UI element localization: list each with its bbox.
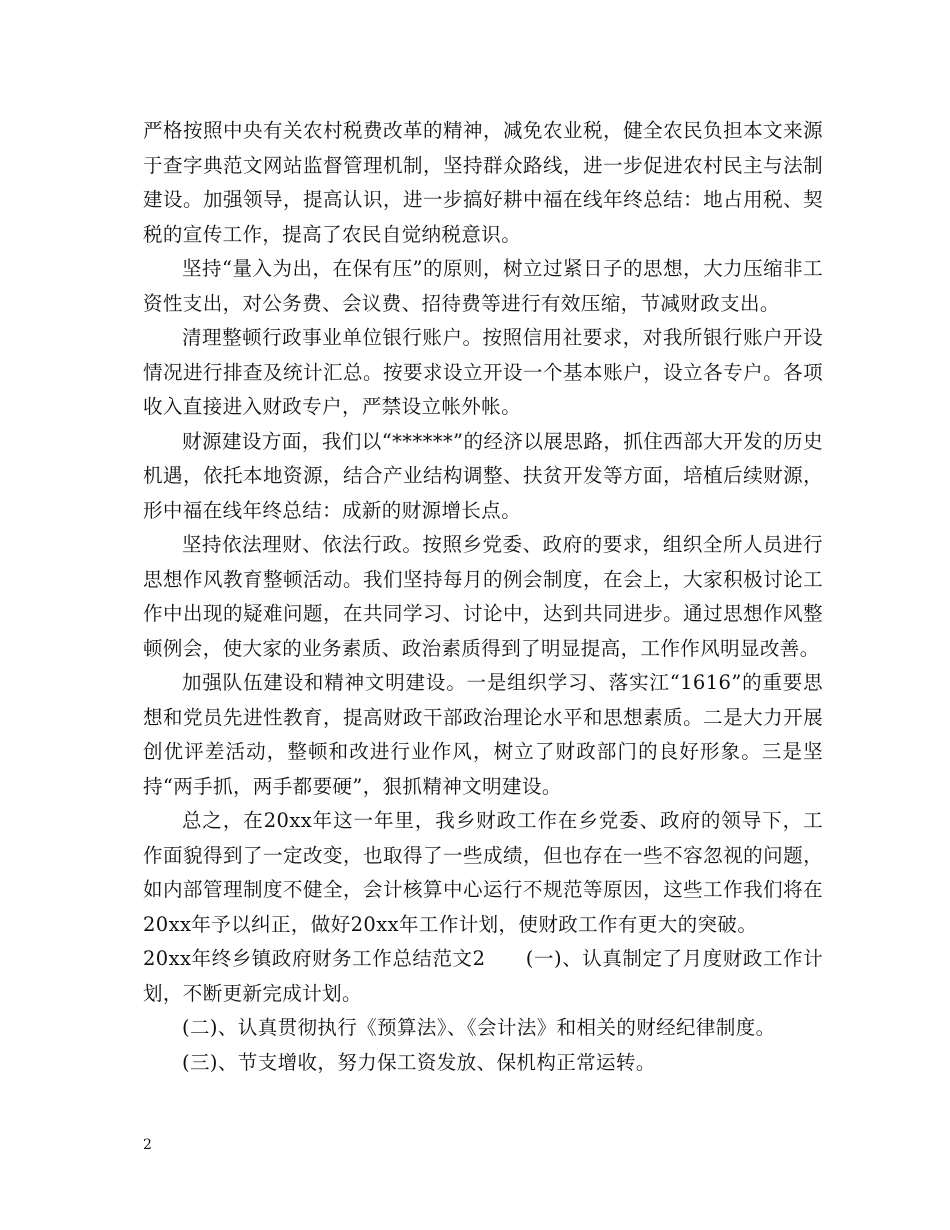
document-body xyxy=(143,114,823,1080)
paragraph-expenditure: 坚持“量入为出，在保有压”的原则，树立过紧日子的思想，大力压缩非工资性支出，对公务费、会议费、招待费等进行有效压缩，节减财政支出。 xyxy=(143,257,823,315)
paragraph-item-3: (三)、节支增收，努力保工资发放、保机构正常运转。 xyxy=(182,1050,656,1074)
paragraph-section-2-heading: 20xx年终乡镇政府财务工作总结范文2 (一)、认真制定了月度财政工作计划，不断更新完成计划。 xyxy=(143,947,823,1005)
paragraph-rule-of-law: 坚持依法理财、依法行政。按照乡党委、政府的要求，组织全所人员进行思想作风教育整顿活动。我们坚持每月的例会制度，在会上，大家积极讨论工作中出现的疑难问题，在共同学习、讨论中，达到共同进步。通过思想作风整顿例会，使大家的业务素质、政治素质得到了明显提高，工作作风明显改善。 xyxy=(143,533,823,660)
paragraph-item-2: (二)、认真贯彻执行《预算法》、《会计法》和相关的财经纪律制度。 xyxy=(182,1016,776,1039)
paragraph-summary: 总之，在20xx年这一年里，我乡财政工作在乡党委、政府的领导下，工作面貌得到了一定改变，也取得了一些成绩，但也存在一些不容忽视的问题，如内部管理制度不健全，会计核算中心运行不规范等原因，这些工作我们将在20xx年予以纠正，做好20xx年工作计划，使财政工作有更大的突破。 xyxy=(143,809,823,936)
paragraph-tax-reform: 严格按照中央有关农村税费改革的精神，减免农业税，健全农民负担本文来源于查字典范文网站监督管理机制，坚持群众路线，进一步促进农村民主与法制建设。加强领导，提高认识，进一步搞好耕中福在线年终总结：地占用税、契税的宣传工作，提高了农民自觉纳税意识。 xyxy=(143,119,823,246)
paragraph-revenue-sources: 财源建设方面，我们以“******”的经济以展思路，抓住西部大开发的历史机遇，依托本地资源，结合产业结构调整、扶贫开发等方面，培植后续财源，形中福在线年终总结：成新的财源增长点。 xyxy=(143,429,823,522)
page-number: 2 xyxy=(143,1137,152,1153)
paragraph-team-building: 加强队伍建设和精神文明建设。一是组织学习、落实江“1616”的重要思想和党员先进性教育，提高财政干部政治理论水平和思想素质。二是大力开展创优评差活动，整顿和改进行业作风，树立了财政部门的良好形象。三是坚持“两手抓，两手都要硬”，狠抓精神文明建设。 xyxy=(143,671,823,798)
paragraph-bank-accounts: 清理整顿行政事业单位银行账户。按照信用社要求，对我所银行账户开设情况进行排查及统计汇总。按要求设立开设一个基本账户，设立各专户。各项收入直接进入财政专户，严禁设立帐外帐。 xyxy=(143,326,823,418)
